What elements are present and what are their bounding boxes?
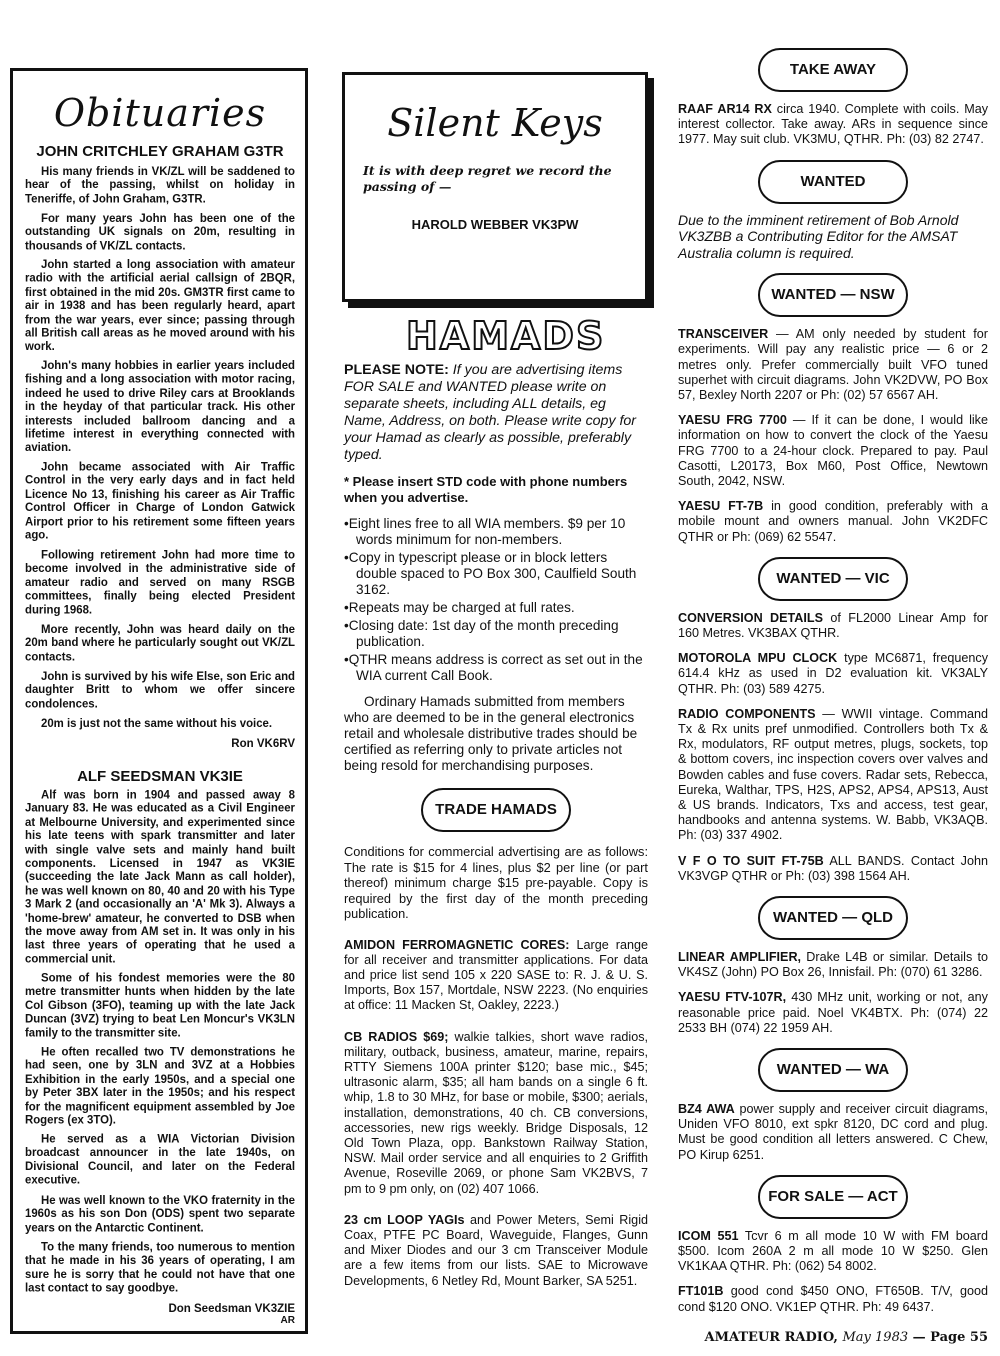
list-item: •Repeats may be charged at full rates. bbox=[344, 600, 575, 615]
ad-text: good cond $450 ONO, FT650B. T/V, good cond $120 ONO. VK1EP QTHR. Ph: 49 6437. bbox=[678, 1284, 988, 1314]
ad-text: — If it can be done, I would like information on how to convert the clock of the Yaesu FRG 7700 to a 24-hour clock. Prepared to pay. Paul Casotti, L20173, Box M60, Post Office, Newtown South, 2042, NSW. bbox=[678, 413, 988, 488]
std-note: * Please insert STD code with phone numbers when you advertise. bbox=[344, 474, 628, 505]
ad-heading: ICOM 551 bbox=[678, 1228, 739, 1243]
ad-text: — AM only needed by student for experiments. Will pay any realistic price — 6 or 2 metres only. Prefer commercially built VFO tuned superhet with circuit diagrams. John VK2DVW, PO Box 57, Bexley North 2207 or Ph: (02) 57 6567 AH. bbox=[678, 327, 988, 402]
obituary-paragraph: To the many friends, too numerous to mention that he made in his 36 years of operating, I am sure he is sorry that he could not have that one last contact to say goodbye. bbox=[25, 1241, 295, 1295]
obituary-paragraph: More recently, John was heard daily on the 20m band where he particularly sought out VK/ZL contacts. bbox=[25, 623, 295, 663]
ad-text: Tcvr 6 m all mode 10 W with FM board $500. Icom 260A 2 m all mode 10 W $250. Glen VK1KAA QTHR. Ph: (062) 54 8002. bbox=[678, 1228, 988, 1274]
obituary-paragraph: Following retirement John had more time to become involved in the administrative side of amateur radio and served on many RSGB committees, finally being elected President during 1968. bbox=[25, 548, 295, 616]
ad-text: ALL BANDS. Contact John VK3VGP QTHR or Ph: (03) 398 1564 AH. bbox=[678, 853, 988, 883]
list-item bbox=[678, 102, 988, 148]
list-item bbox=[678, 611, 988, 641]
ad-heading: TRANSCEIVER bbox=[678, 327, 769, 342]
obituary-paragraph: Some of his fondest memories were the 80 metre transmitter hunts when hidden by the late Col Gibson (3FO), teaming up with the late Jack Duncan (3VZ) trying to beat Len Moncur's VK3LN family to the transmitter site. bbox=[25, 972, 295, 1039]
ad-text: walkie talkies, short wave radios, military, outback, business, amateur, marine, repairs, RTTY Siemens 100A printer $120; base mic., $45; ultrasonic alarm, $35; all ham bands on a single 6 ft. whip, 1.8 to 30 MHz, for base or mobile, $300; aerials, installation, demonstrations, 40 ch. CB conversions, accessories, new rigs weekly. Bridge Disposals, 12 Old Town Plaza, opp. Bankstown Railway Station, NSW. Mail order service and all enquiries to 2 Griffith Avenue, Roseville 2069, or phone Sam VK2BVS, 7 pm to 9 pm only, on (02) 407 1066. bbox=[344, 1029, 649, 1196]
obituaries-box bbox=[10, 68, 308, 1334]
ad-heading: RAAF AR14 RX bbox=[678, 102, 772, 116]
ad-text: type MC6871, frequency 614.4 kHz as used in D2 evaluation kit. VK3ALY QTHR. Ph: (03) 589 4275. bbox=[678, 651, 989, 696]
obituary-signature: Don Seedsman VK3ZIE bbox=[168, 1302, 295, 1315]
ad-text: circa 1940. Complete with coils. May interest collector. Take away. ARs in sequence since 1977. May suit club. VK3MU, QTHR. Ph: (03) 82 2747. bbox=[678, 102, 988, 147]
silent-keys-name: HAROLD WEBBER VK3PW bbox=[411, 217, 579, 232]
wanted-text: Due to the imminent retirement of Bob Arnold VK3ZBB a Contributing Editor for the AMSAT Australia column is required. bbox=[678, 211, 959, 261]
ad-heading: 23 cm LOOP YAGIs bbox=[344, 1212, 465, 1227]
ad-heading: AMIDON FERROMAGNETIC CORES: bbox=[344, 937, 570, 952]
list-item bbox=[678, 651, 988, 697]
trade-hamads-label: TRADE HAMADS bbox=[421, 788, 571, 832]
obituary-paragraph: Alf was born in 1904 and passed away 8 January 83. He was educated as a Civil Engineer at Melbourne University, and experimented since his late teens with spark transmitter and later with single valve sets and mainly hand built components. Licensed in 1947 as VK3IE (succeeding the late Jack Mann as call holder), he was well known on 80, 40 and 20 with his Type 3 Mark 2 (and occasionally an 'A' Mk 3). Always a 'home-brew' amateur, he converted to DSB when the move away from AM set in. It was only in his last three years of operating that he used a commercial unit. bbox=[25, 789, 295, 967]
list-item bbox=[344, 1213, 648, 1289]
ad-text: in good condition, preferably with a mobile mount and owners manual. John VK2DFC QTHR or Ph: (069) 62 5547. bbox=[678, 499, 989, 544]
list-item bbox=[344, 1030, 648, 1197]
obituary-name: ALF SEEDSMAN VK3IE bbox=[77, 768, 243, 786]
ad-heading: V F O TO SUIT FT-75B bbox=[678, 853, 824, 868]
rules-list bbox=[344, 516, 648, 684]
hamads-body bbox=[344, 362, 648, 1289]
obituary-signature: Ron VK6RV bbox=[231, 738, 295, 751]
list-item: •Eight lines free to all WIA members. $9 per 10 words minimum for non-members. bbox=[344, 516, 626, 547]
silent-keys-title: Silent Keys bbox=[387, 101, 603, 145]
silent-keys-box bbox=[342, 72, 648, 302]
list-item bbox=[678, 1284, 988, 1314]
ad-heading: YAESU FT-7B bbox=[678, 499, 764, 514]
wanted-qld-label: WANTED — QLD bbox=[758, 896, 908, 940]
list-item bbox=[678, 1102, 988, 1163]
please-note-label: PLEASE NOTE: bbox=[344, 362, 449, 378]
ad-heading: YAESU FRG 7700 bbox=[678, 413, 787, 428]
obituary-paragraph: His many friends in VK/ZL will be saddened to hear of the passing, whilst on holiday in Teneriffe, of John Graham, G3TR. bbox=[25, 165, 295, 206]
ad-heading: RADIO COMPONENTS bbox=[678, 706, 816, 721]
publication-name: AMATEUR RADIO, bbox=[704, 1330, 838, 1345]
ordinary-note: Ordinary Hamads submitted from members who are deemed to be in the general electronics retail and wholesale distributive trades should be certified as referring only to private articles not being resold for merchandising purposes. bbox=[344, 694, 638, 773]
list-item bbox=[678, 990, 988, 1036]
for-sale-act-label: FOR SALE — ACT bbox=[758, 1175, 908, 1219]
ad-text: — WWII vintage. Command Tx & Rx units pref unmodified. Controllers both Tx & Rx, modulators, RF output metres, plugs, sockets, top & bottom covers, inc inspection covers over valves and Bowden cables and fuse covers. Radar sets, Rebecca, Eureka, Walthar, TPS, H2S, APS2, APS4, APS13, Aust & US brands. Indicators, Txs and access, test gear, handbooks and antenna systems. W. Babb, VK3AQB. Ph: (03) 337 4902. bbox=[678, 706, 988, 843]
wanted-wa-label: WANTED — WA bbox=[758, 1048, 908, 1092]
end-mark: AR bbox=[280, 1314, 295, 1326]
list-item bbox=[678, 327, 988, 403]
obituary-paragraph: John's many hobbies in earlier years included fishing and a long association with motor racing, indeed he used to drive Riley cars at Brooklands in the heyday of that particular track. His other interests included ballroom dancing and a lifetime interest in everything connected with aviation. bbox=[25, 360, 295, 455]
list-item bbox=[678, 950, 988, 980]
obituaries-heading: Obituaries bbox=[53, 91, 267, 135]
please-note bbox=[344, 362, 648, 464]
hamads-title: HAMADS bbox=[406, 314, 606, 358]
list-item: •Copy in typescript please or in block letters double spaced to PO Box 300, Caulfield South 3162. bbox=[344, 550, 637, 597]
ad-text: of FL2000 Linear Amp for 160 Metres. VK3BAX QTHR. bbox=[678, 610, 989, 640]
list-item bbox=[678, 413, 988, 489]
ad-heading: LINEAR AMPLIFIER, bbox=[678, 950, 802, 964]
ad-text: 430 MHz unit, working or not, any reasonable price paid. Noel VK4BTX. Ph: (074) 22 2533 BH (074) 22 1959 AH. bbox=[678, 990, 988, 1035]
ad-text: and Power Meters, Semi Rigid Coax, PTFE PC Board, Waveguide, Flanges, Gunn and Mixer Diodes and our 3 cm Transceiver Module are a few items from our lists. SAE to Microwave Developments, 6 Netley Rd, Mount Barker, SA 5251. bbox=[344, 1212, 648, 1288]
list-item bbox=[678, 1229, 988, 1275]
ad-heading: MOTOROLA MPU CLOCK bbox=[678, 651, 838, 666]
ad-heading: CB RADIOS $69; bbox=[344, 1029, 449, 1044]
ad-heading: FT101B bbox=[678, 1284, 724, 1299]
obituary-paragraph: For many years John has been one of the outstanding UK signals on 20m, resulting in thousands of VK/ZL contacts. bbox=[25, 212, 295, 253]
wanted-label: WANTED bbox=[758, 160, 908, 204]
ad-text: Large range for all receiver and transmitter applications. For data and price list send 105 x 220 SASE to: R. J. & U. S. Imports, Box 157, Mortdale, NSW 2223. (No enquiries at office: 11 Macken St, Oakley, 2223.) bbox=[344, 937, 648, 1013]
classifieds-column bbox=[678, 48, 988, 1315]
obituary-paragraph: 20m is just not the same without his voice. bbox=[41, 717, 273, 731]
page-footer bbox=[676, 1330, 988, 1345]
trade-conditions: Conditions for commercial advertising are as follows: The rate is $15 for 4 lines, plus $2 per line (or part thereof) minimum charge $15 pre-payable. Copy is required by the first day of the month preceding publication. bbox=[344, 844, 648, 921]
obituary-paragraph: John became associated with Air Traffic Control in the very early days and in fact held Licence No 13, finishing his career as Air Traffic Control Officer in Charge of London Gatwick Airport prior to his retirement some fifteen years ago. bbox=[25, 461, 295, 542]
list-item: •QTHR means address is correct as set out in the WIA current Call Book. bbox=[344, 652, 643, 683]
list-item bbox=[344, 938, 648, 1014]
obituary-paragraph: He was well known to the VKO fraternity in the 1960s as his son Don (ODS) spent two separate years on the Antarctic Continent. bbox=[25, 1194, 295, 1234]
obituary-paragraph: He served as a WIA Victorian Division broadcast announcer in the late 1940s, on Divisional Council, and later on the Federal executive. bbox=[25, 1133, 295, 1187]
ad-heading: YAESU FTV-107R, bbox=[678, 990, 787, 1005]
obituary-paragraph: He often recalled two TV demonstrations he had seen, one by 3LN and 3VZ at a Hobbies Exhibition in the early 1950s, and a special one by Peter 3BX later in the 1950s; and his respect for the magnificent equipment assembled by Joe Rogers (ex 3TO). bbox=[25, 1045, 295, 1127]
obituary-paragraph: John started a long association with amateur radio with the artificial aerial callsign of 2BQR, first obtained in the mid 20s. GM3TR first came to air in 1938 and has been regularly heard, apart from the war years, ever since; passing through all British call areas as he moved around with his work. bbox=[25, 259, 295, 354]
list-item bbox=[678, 499, 988, 545]
list-item bbox=[678, 854, 988, 884]
silent-keys-subtitle: It is with deep regret we record the passing of — bbox=[363, 163, 612, 194]
take-away-label: TAKE AWAY bbox=[758, 48, 908, 92]
obituary-paragraph: John is survived by his wife Else, son Eric and daughter Britt to whom we offer sincere condolences. bbox=[25, 670, 295, 710]
wanted-nsw-label: WANTED — NSW bbox=[758, 273, 908, 317]
ad-heading: BZ4 AWA bbox=[678, 1102, 735, 1117]
list-item bbox=[678, 707, 988, 844]
ad-text: power supply and receiver circuit diagrams, Uniden VFO 8010, ext spkr 8120, DC cord and plug. Must be good condition all letters answered. C Chew, PO Kirup 6251. bbox=[678, 1102, 988, 1162]
issue-date: May 1983 bbox=[842, 1330, 909, 1345]
list-item: •Closing date: 1st day of the month preceding publication. bbox=[344, 618, 619, 649]
obituary-name: JOHN CRITCHLEY GRAHAM G3TR bbox=[36, 143, 284, 160]
wanted-vic-label: WANTED — VIC bbox=[758, 557, 908, 601]
page-number: — Page 55 bbox=[912, 1330, 988, 1345]
ad-heading: CONVERSION DETAILS bbox=[678, 610, 823, 625]
please-note-text: If you are advertising items FOR SALE and WANTED please write on separate sheets, including ALL details, eg Name, Address, on both. Please write copy for your Hamad as clearly as possible, preferably typed. bbox=[344, 362, 637, 463]
ad-text: Drake L4B or similar. Details to VK4SZ (John) PO Box 26, Innisfail. Ph: (070) 61 3286. bbox=[678, 950, 989, 980]
